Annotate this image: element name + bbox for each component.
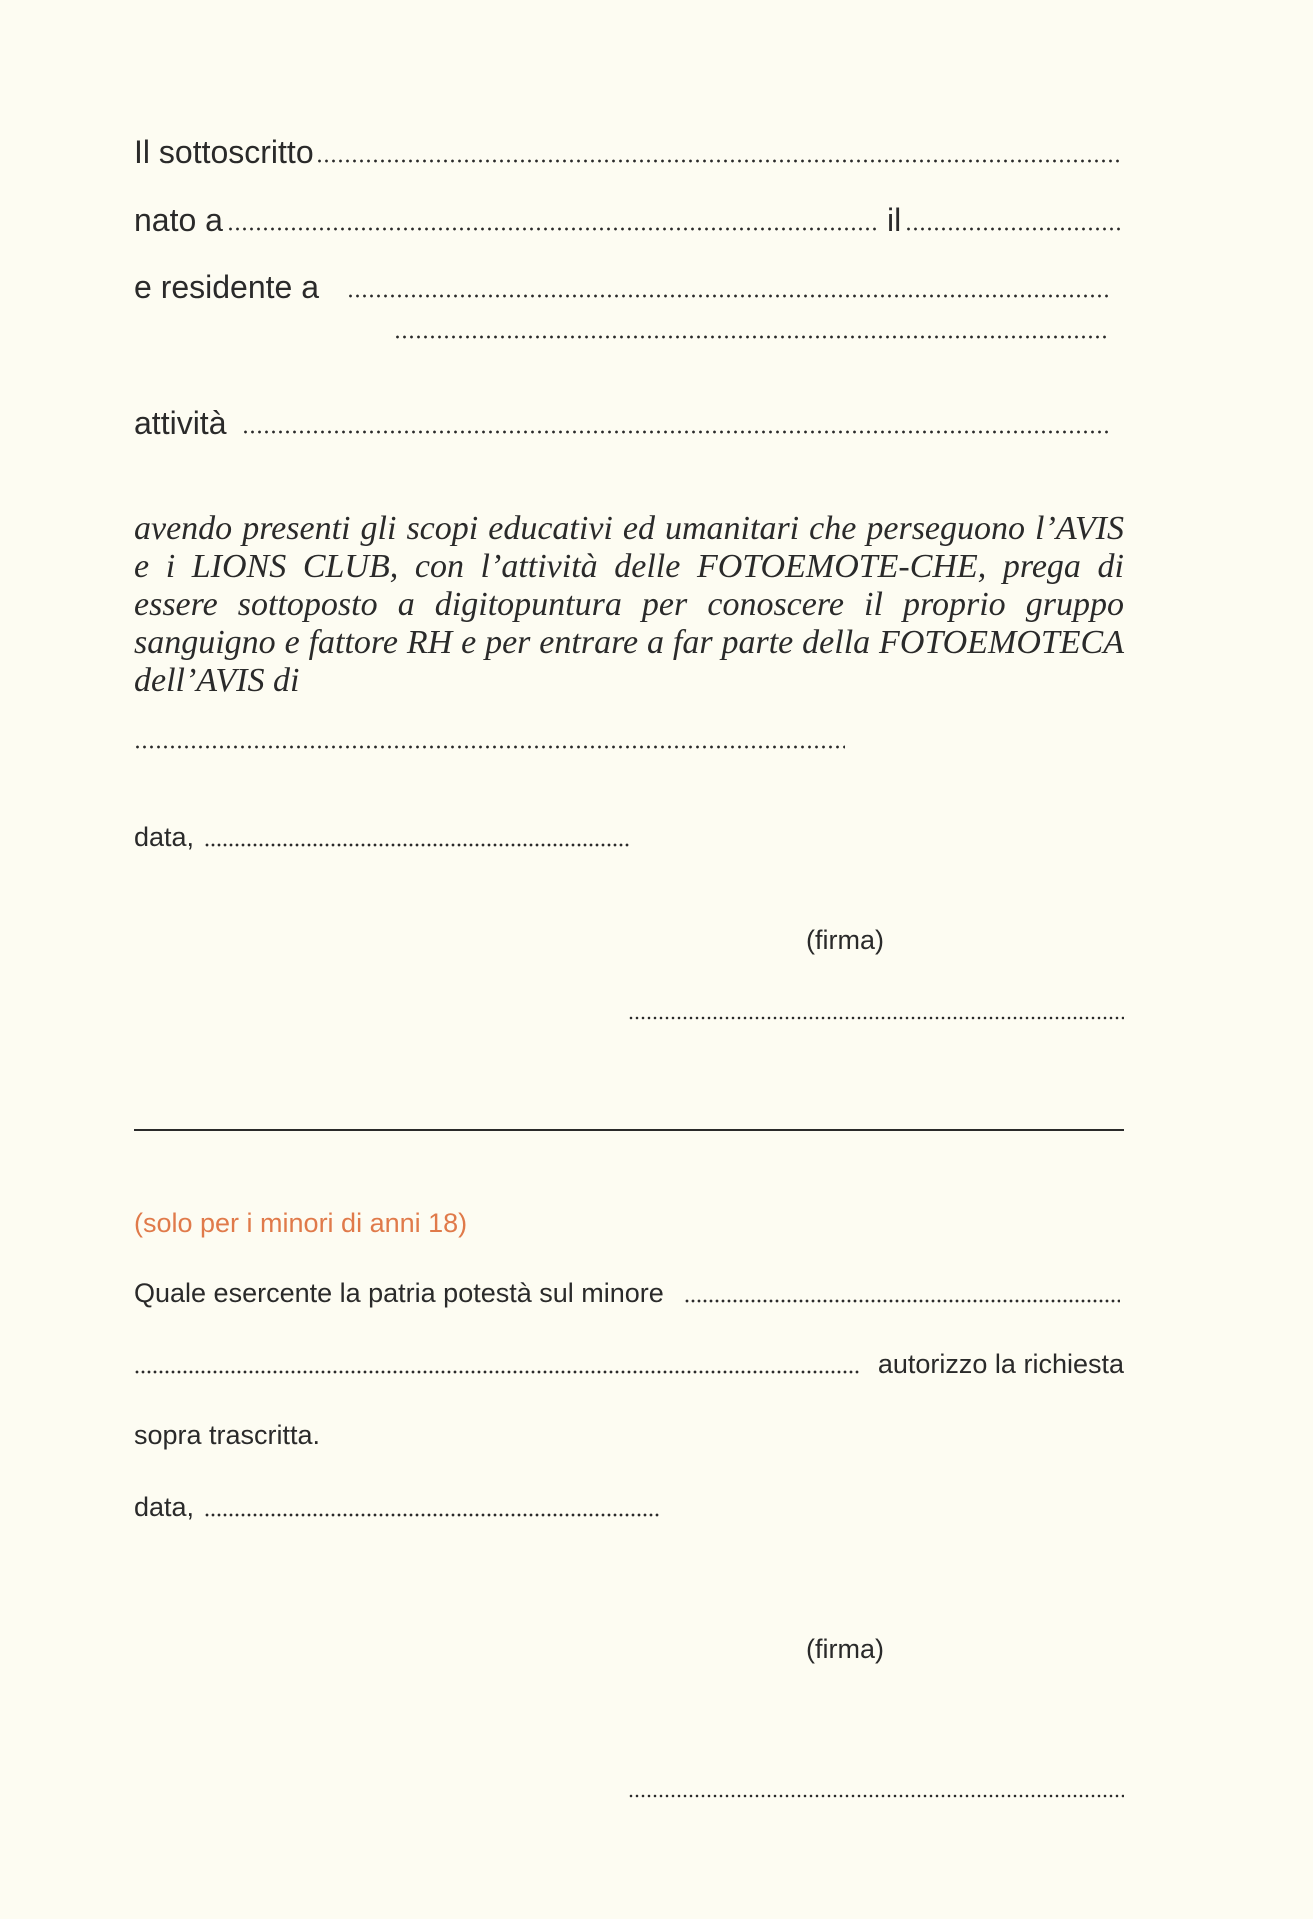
firma-label-2: (firma) (806, 1634, 884, 1664)
residente-row (134, 267, 1114, 307)
date-row-1 (134, 820, 634, 854)
avis-location-row (134, 745, 849, 758)
quale-field[interactable] (684, 1299, 1120, 1303)
il-field[interactable] (905, 227, 1120, 231)
nato-field[interactable] (227, 227, 877, 231)
il-label: il (886, 202, 902, 238)
signature-field-1[interactable] (628, 1016, 1124, 1020)
nato-label: nato a (134, 202, 223, 238)
minor-note: (solo per i minori di anni 18) (134, 1208, 468, 1238)
autorizzo-label: autorizzo la richiesta (877, 1349, 1124, 1379)
date-label-1: data, (134, 822, 195, 852)
quale-row (134, 1276, 1124, 1310)
nato-row (134, 200, 1124, 240)
sopra-label: sopra trascritta. (134, 1420, 321, 1450)
statement-paragraph (134, 510, 1124, 700)
avis-location-field[interactable] (134, 745, 845, 749)
sottoscritto-row (134, 132, 1124, 172)
residente-label: e residente a (134, 269, 320, 305)
sottoscritto-label: Il sottoscritto (134, 134, 314, 170)
sopra-row (134, 1418, 1124, 1452)
attivita-field[interactable] (242, 430, 1110, 434)
sottoscritto-field[interactable] (316, 159, 1120, 163)
residente-row-2 (390, 335, 1114, 348)
statement-text: avendo presenti gli scopi educativi ed umanitari che perseguono l’AVIS e i LIONS CLUB, con l’attività delle FOTOEMOTE-CHE, prega di essere sottoposto a digitopuntura per conoscere il proprio gruppo sanguigno e fattore RH e per entrare a far parte della FOTOEMOTECA dell’AVIS di (134, 510, 1124, 699)
date-field-1[interactable] (204, 843, 630, 847)
attivita-row (134, 403, 1114, 443)
quale-label: Quale esercente la patria potestà sul minore (134, 1278, 664, 1308)
signature-field-2[interactable] (628, 1794, 1124, 1798)
residente-field[interactable] (347, 294, 1110, 298)
date-label-2: data, (134, 1492, 195, 1522)
autorizzo-row (134, 1347, 1124, 1381)
date-field-2[interactable] (204, 1513, 660, 1517)
firma-label-1: (firma) (806, 925, 884, 955)
section-divider (134, 1129, 1124, 1131)
attivita-label: attività (134, 405, 227, 441)
date-row-2 (134, 1490, 664, 1524)
residente-field-2[interactable] (394, 335, 1110, 339)
minor-name-field[interactable] (134, 1370, 860, 1374)
